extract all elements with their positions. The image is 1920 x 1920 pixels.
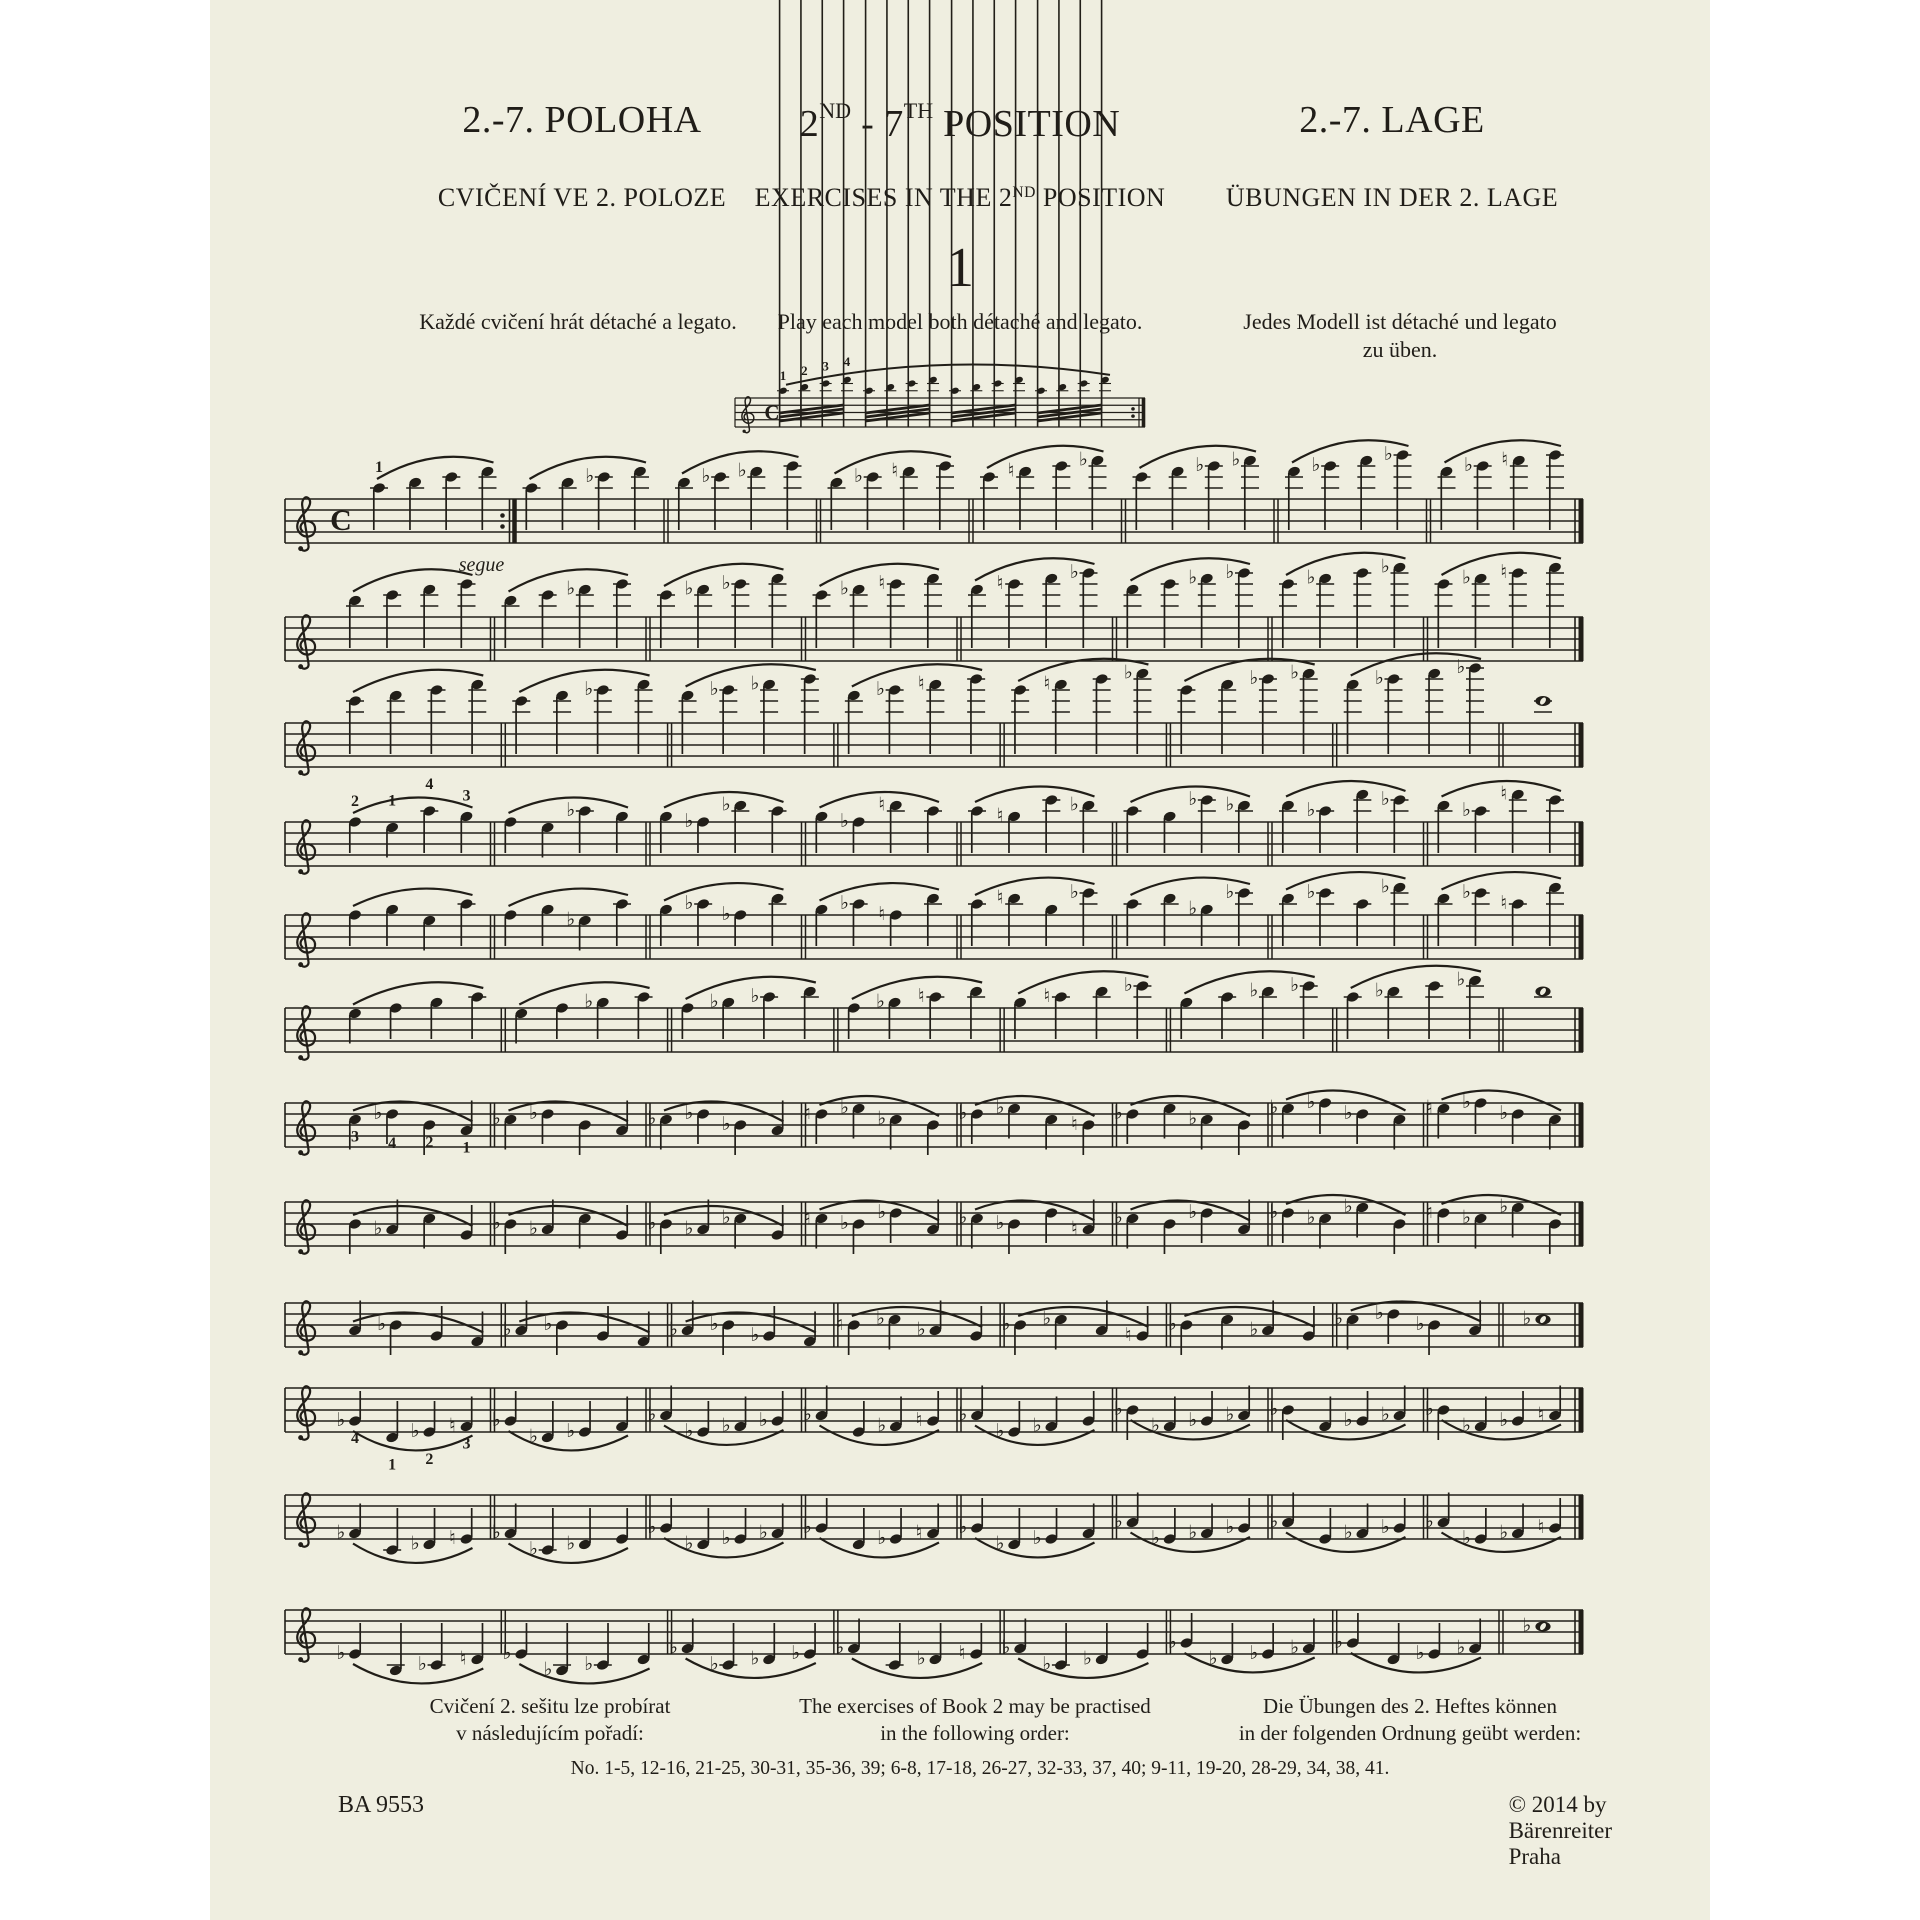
svg-text:♭: ♭ <box>1462 1414 1472 1437</box>
svg-text:♭: ♭ <box>418 1653 428 1675</box>
svg-text:♭: ♭ <box>1114 1510 1123 1533</box>
svg-text:♭: ♭ <box>1456 968 1466 991</box>
svg-text:♭: ♭ <box>502 1318 512 1341</box>
staff-12 <box>285 1608 1583 1683</box>
title-czech: 2.-7. POLOHA <box>462 99 702 141</box>
svg-text:♭: ♭ <box>1249 667 1259 689</box>
svg-text:♭: ♭ <box>1042 1653 1052 1675</box>
svg-text:♭: ♭ <box>709 990 719 1013</box>
svg-text:♭: ♭ <box>737 459 747 482</box>
svg-text:♮: ♮ <box>836 1313 844 1335</box>
svg-text:♭: ♭ <box>854 465 864 487</box>
svg-text:♭: ♭ <box>1374 979 1384 1002</box>
svg-text:♭: ♭ <box>1456 656 1466 678</box>
svg-text:♭: ♭ <box>647 1212 657 1234</box>
svg-text:♭: ♭ <box>566 1532 576 1555</box>
svg-text:♭: ♭ <box>1462 881 1472 903</box>
svg-text:♭: ♭ <box>1114 1102 1123 1124</box>
svg-text:♭: ♭ <box>1425 1510 1434 1533</box>
svg-text:♭: ♭ <box>566 799 576 821</box>
svg-text:♭: ♭ <box>1123 661 1133 684</box>
svg-text:♭: ♭ <box>566 908 576 931</box>
svg-text:♮: ♮ <box>996 572 1004 594</box>
footer-note-german: Die Übungen des 2. Heftes können in der folgenden Ordnung geübt werden: <box>1238 1694 1582 1745</box>
svg-text:♭: ♭ <box>995 1096 1005 1119</box>
svg-text:♭: ♭ <box>1462 1527 1472 1549</box>
svg-text:♭: ♭ <box>750 985 760 1007</box>
svg-text:♭: ♭ <box>759 1521 768 1544</box>
staff-9 <box>285 1301 1583 1356</box>
svg-text:4: 4 <box>351 1430 359 1447</box>
svg-text:♭: ♭ <box>1462 566 1472 589</box>
svg-text:♭: ♭ <box>1381 788 1390 810</box>
svg-text:♭: ♭ <box>721 1414 731 1437</box>
svg-text:♭: ♭ <box>566 577 576 600</box>
svg-text:♭: ♭ <box>995 1420 1005 1442</box>
subtitle-german: ÜBUNGEN IN DER 2. LAGE <box>1225 183 1559 212</box>
svg-text:♭: ♭ <box>373 1102 383 1124</box>
svg-text:♭: ♭ <box>1032 1414 1042 1437</box>
svg-text:♮: ♮ <box>1071 1113 1078 1135</box>
svg-text:♭: ♭ <box>877 1201 887 1223</box>
svg-text:♭: ♭ <box>336 1521 346 1544</box>
svg-text:♭: ♭ <box>1249 979 1259 1002</box>
svg-text:♭: ♭ <box>1079 448 1088 471</box>
svg-text:♭: ♭ <box>684 577 694 600</box>
svg-text:♭: ♭ <box>1374 1302 1384 1324</box>
svg-text:♭: ♭ <box>1188 788 1198 810</box>
svg-text:♭: ♭ <box>1374 667 1384 689</box>
svg-text:♭: ♭ <box>1381 555 1390 578</box>
svg-text:♮: ♮ <box>1007 459 1015 482</box>
svg-text:♮: ♮ <box>915 1521 923 1544</box>
subtitle-czech: CVIČENÍ VE 2. POLOZE <box>437 183 727 212</box>
svg-text:♭: ♭ <box>709 678 719 700</box>
svg-text:♮: ♮ <box>1500 561 1508 583</box>
svg-text:♭: ♭ <box>1464 454 1474 476</box>
svg-text:♭: ♭ <box>840 1096 850 1119</box>
svg-text:♭: ♭ <box>1381 1516 1390 1538</box>
svg-text:♮: ♮ <box>459 1647 467 1670</box>
svg-text:♭: ♭ <box>1381 875 1390 898</box>
svg-text:♭: ♭ <box>709 1653 719 1675</box>
svg-text:♭: ♭ <box>585 465 595 487</box>
svg-text:♭: ♭ <box>1188 1521 1198 1544</box>
svg-text:♭: ♭ <box>803 1516 812 1538</box>
svg-text:♭: ♭ <box>529 1538 539 1560</box>
svg-text:♭: ♭ <box>1188 1107 1198 1130</box>
svg-text:4: 4 <box>843 353 851 369</box>
svg-text:♭: ♭ <box>876 678 886 700</box>
svg-text:♭: ♭ <box>1290 661 1300 684</box>
svg-text:♭: ♭ <box>336 1409 346 1431</box>
svg-text:♭: ♭ <box>995 1532 1005 1555</box>
svg-text:♭: ♭ <box>721 572 731 594</box>
staff-10 <box>285 1386 1583 1474</box>
svg-text:♭: ♭ <box>1151 1414 1161 1437</box>
svg-text:♭: ♭ <box>529 1102 539 1124</box>
svg-text:3: 3 <box>822 358 829 374</box>
svg-text:♭: ♭ <box>1032 1527 1042 1549</box>
svg-text:♭: ♭ <box>336 1642 346 1664</box>
svg-text:♭: ♭ <box>1070 793 1079 816</box>
svg-text:♭: ♭ <box>721 1113 731 1135</box>
svg-text:♮: ♮ <box>804 1102 811 1124</box>
svg-text:♮: ♮ <box>917 672 925 695</box>
svg-text:♭: ♭ <box>840 810 850 832</box>
svg-text:♭: ♭ <box>1225 793 1235 816</box>
svg-text:♭: ♭ <box>1167 1631 1177 1653</box>
svg-text:♭: ♭ <box>1070 561 1079 583</box>
svg-text:♭: ♭ <box>1522 1614 1532 1637</box>
svg-text:♭: ♭ <box>958 1403 968 1426</box>
svg-text:♭: ♭ <box>1001 1313 1011 1335</box>
svg-text:♭: ♭ <box>840 577 850 600</box>
svg-text:♮: ♮ <box>1043 985 1051 1007</box>
svg-text:♭: ♭ <box>1425 1398 1434 1420</box>
svg-text:2: 2 <box>351 793 359 810</box>
copyright-notice: © 2014 by Bärenreiter Praha <box>1508 1792 1612 1869</box>
svg-text:♭: ♭ <box>1151 1527 1161 1549</box>
svg-text:♮: ♮ <box>891 459 899 482</box>
svg-text:♭: ♭ <box>1225 881 1235 903</box>
svg-text:♭: ♭ <box>1070 881 1079 903</box>
svg-text:♮: ♮ <box>1500 782 1508 805</box>
svg-text:♭: ♭ <box>750 1647 760 1670</box>
svg-text:♭: ♭ <box>1269 1510 1279 1533</box>
svg-text:♭: ♭ <box>1290 974 1300 996</box>
svg-text:♮: ♮ <box>996 886 1004 909</box>
svg-text:♭: ♭ <box>803 1403 812 1426</box>
footer-note-english: The exercises of Book 2 may be practised in the following order: <box>799 1694 1151 1745</box>
svg-text:♭: ♭ <box>1114 1398 1123 1420</box>
svg-text:♭: ♭ <box>584 990 594 1013</box>
title-german: 2.-7. LAGE <box>1299 99 1485 141</box>
svg-text:♭: ♭ <box>1522 1307 1532 1330</box>
svg-text:♮: ♮ <box>915 1409 923 1431</box>
svg-text:♭: ♭ <box>958 1206 968 1229</box>
svg-text:♭: ♭ <box>721 793 731 816</box>
svg-text:1: 1 <box>375 459 383 476</box>
svg-text:♭: ♭ <box>647 1107 657 1130</box>
svg-text:♭: ♭ <box>529 1425 539 1448</box>
staff-5 <box>285 872 1583 967</box>
svg-text:♭: ♭ <box>1499 1521 1509 1544</box>
svg-text:♭: ♭ <box>529 1217 539 1240</box>
svg-text:♭: ♭ <box>877 1414 887 1437</box>
svg-text:♭: ♭ <box>1269 1398 1279 1420</box>
svg-text:♭: ♭ <box>1499 1409 1509 1431</box>
svg-text:C: C <box>330 504 352 537</box>
svg-text:♭: ♭ <box>669 1636 679 1659</box>
svg-text:♭: ♭ <box>1167 1313 1177 1335</box>
svg-text:♭: ♭ <box>1499 1195 1509 1218</box>
svg-text:♭: ♭ <box>684 1532 694 1555</box>
sheet-music-page <box>210 0 1710 1920</box>
svg-text:♭: ♭ <box>916 1318 926 1341</box>
svg-text:♭: ♭ <box>1188 566 1198 589</box>
svg-text:♭: ♭ <box>1415 1313 1425 1335</box>
svg-text:3: 3 <box>462 1435 471 1453</box>
instruction-german-line2: zu üben. <box>1362 337 1438 362</box>
svg-text:♭: ♭ <box>1225 1403 1235 1426</box>
svg-text:4: 4 <box>425 776 434 793</box>
svg-text:♭: ♭ <box>1306 881 1316 903</box>
svg-text:♭: ♭ <box>1343 1409 1353 1431</box>
svg-text:♭: ♭ <box>1462 1206 1472 1229</box>
svg-text:♭: ♭ <box>669 1318 679 1341</box>
music-notation <box>210 0 1710 1920</box>
staff-8 <box>285 1195 1583 1254</box>
svg-text:♭: ♭ <box>584 678 594 700</box>
svg-text:1: 1 <box>462 1139 471 1157</box>
svg-text:♭: ♭ <box>1225 1516 1235 1538</box>
svg-text:♮: ♮ <box>1125 1324 1132 1346</box>
staff-3 <box>285 653 1583 775</box>
svg-text:1: 1 <box>388 792 397 810</box>
svg-text:♭: ♭ <box>1334 1307 1344 1330</box>
svg-text:♭: ♭ <box>1001 1636 1011 1659</box>
svg-text:♭: ♭ <box>584 1653 594 1675</box>
svg-text:3: 3 <box>351 1128 359 1146</box>
svg-text:♭: ♭ <box>373 1217 383 1240</box>
svg-text:♭: ♭ <box>701 465 711 487</box>
svg-text:♭: ♭ <box>877 1107 887 1130</box>
staff-6 <box>285 966 1583 1060</box>
svg-text:1: 1 <box>779 367 787 383</box>
svg-text:♭: ♭ <box>543 1313 553 1335</box>
svg-text:♮: ♮ <box>1426 1201 1433 1223</box>
staff-11 <box>285 1493 1583 1563</box>
svg-text:♭: ♭ <box>684 1420 694 1442</box>
svg-text:♭: ♭ <box>566 1420 576 1442</box>
svg-text:♭: ♭ <box>1384 443 1393 465</box>
svg-text:♭: ♭ <box>876 990 886 1013</box>
staff-4 <box>285 776 1583 874</box>
svg-text:♭: ♭ <box>1415 1642 1425 1664</box>
svg-text:♮: ♮ <box>878 903 886 925</box>
svg-text:♭: ♭ <box>1123 974 1133 996</box>
svg-text:♭: ♭ <box>543 1658 553 1681</box>
svg-text:♭: ♭ <box>492 1212 501 1234</box>
svg-text:♭: ♭ <box>840 892 850 914</box>
svg-text:♮: ♮ <box>1071 1217 1078 1240</box>
svg-text:♭: ♭ <box>1225 561 1235 583</box>
svg-text:♭: ♭ <box>1269 1201 1279 1223</box>
exercise-number: 1 <box>946 237 974 299</box>
svg-text:♭: ♭ <box>1269 1096 1279 1119</box>
svg-text:♭: ♭ <box>1290 1636 1300 1659</box>
svg-text:♭: ♭ <box>958 1516 968 1538</box>
svg-text:♭: ♭ <box>1114 1206 1123 1229</box>
svg-text:♭: ♭ <box>995 1212 1005 1234</box>
svg-text:1: 1 <box>388 1456 397 1474</box>
svg-text:♮: ♮ <box>804 1206 811 1229</box>
svg-text:♮: ♮ <box>1537 1516 1545 1538</box>
svg-text:♭: ♭ <box>1499 1102 1509 1124</box>
svg-text:♭: ♭ <box>721 1527 731 1549</box>
svg-text:♮: ♮ <box>958 1642 966 1664</box>
svg-text:♮: ♮ <box>1501 448 1509 471</box>
svg-text:♮: ♮ <box>917 985 925 1007</box>
svg-text:♭: ♭ <box>721 1206 731 1229</box>
svg-text:♭: ♭ <box>721 903 731 925</box>
svg-text:♮: ♮ <box>1426 1096 1433 1119</box>
svg-text:♭: ♭ <box>1381 1403 1390 1426</box>
svg-text:♭: ♭ <box>1311 454 1321 476</box>
svg-text:♭: ♭ <box>1042 1307 1052 1330</box>
svg-text:♭: ♭ <box>1249 1642 1259 1664</box>
svg-text:♭: ♭ <box>835 1636 845 1659</box>
svg-text:♭: ♭ <box>840 1212 850 1234</box>
svg-text:♭: ♭ <box>1188 1201 1198 1223</box>
svg-text:♭: ♭ <box>1343 1521 1353 1544</box>
instruction-english: Play each model both détaché and legato. <box>777 309 1143 334</box>
svg-text:♭: ♭ <box>1343 1195 1353 1218</box>
svg-text:♭: ♭ <box>684 810 694 832</box>
svg-text:2: 2 <box>425 1134 434 1151</box>
svg-text:♭: ♭ <box>750 1324 760 1346</box>
svg-text:♭: ♭ <box>492 1521 501 1544</box>
svg-text:♭: ♭ <box>1462 799 1472 821</box>
svg-text:2: 2 <box>425 1451 434 1468</box>
svg-text:♭: ♭ <box>1306 1206 1316 1229</box>
svg-text:♭: ♭ <box>1343 1102 1353 1124</box>
svg-text:♭: ♭ <box>1456 1636 1466 1659</box>
svg-text:♭: ♭ <box>1231 448 1241 471</box>
practice-order: No. 1-5, 12-16, 21-25, 30-31, 35-36, 39; 6-8, 17-18, 26-27, 32-33, 37, 40; 9-11, 19-20, 28-29, 34, 38, 41. <box>570 1758 1390 1779</box>
plate-number: BA 9553 <box>338 1792 425 1818</box>
svg-text:♭: ♭ <box>958 1102 968 1124</box>
instruction-czech: Každé cvičení hrát détaché a legato. <box>419 309 737 334</box>
svg-text:♭: ♭ <box>1188 897 1198 920</box>
svg-text:♭: ♭ <box>492 1409 501 1431</box>
svg-text:♭: ♭ <box>1306 566 1316 589</box>
svg-text:♭: ♭ <box>502 1642 512 1664</box>
instruction-german-line1: Jedes Modell ist détaché und legato <box>1243 309 1557 334</box>
svg-text:♮: ♮ <box>449 1527 456 1549</box>
svg-text:♮: ♮ <box>449 1414 456 1437</box>
svg-text:♮: ♮ <box>1537 1403 1545 1426</box>
svg-text:♮: ♮ <box>1043 672 1051 695</box>
svg-text:♮: ♮ <box>878 793 886 816</box>
svg-text:♮: ♮ <box>878 572 886 594</box>
svg-text:♭: ♭ <box>1208 1647 1218 1670</box>
svg-text:♭: ♭ <box>684 1102 694 1124</box>
svg-text:♭: ♭ <box>759 1409 768 1431</box>
svg-text:♮: ♮ <box>1500 892 1508 914</box>
svg-text:♮: ♮ <box>996 804 1004 827</box>
svg-text:♭: ♭ <box>1306 799 1316 821</box>
svg-text:♭: ♭ <box>492 1107 501 1130</box>
svg-text:♭: ♭ <box>647 1516 657 1538</box>
svg-text:♭: ♭ <box>750 672 760 695</box>
svg-text:♭: ♭ <box>916 1647 926 1670</box>
svg-text:♭: ♭ <box>1249 1318 1259 1341</box>
svg-text:♭: ♭ <box>1188 1409 1198 1431</box>
svg-text:♭: ♭ <box>1195 454 1205 476</box>
svg-text:♭: ♭ <box>684 892 694 914</box>
svg-text:♭: ♭ <box>876 1307 886 1330</box>
svg-text:♭: ♭ <box>1083 1647 1093 1670</box>
subtitle-english: EXERCISES IN THE 2ND POSITION <box>754 183 1166 212</box>
svg-text:segue: segue <box>458 554 505 576</box>
svg-text:♭: ♭ <box>377 1313 387 1335</box>
svg-text:♭: ♭ <box>410 1420 420 1442</box>
title-english: 2ND - 7TH POSITION <box>799 98 1121 145</box>
svg-text:♭: ♭ <box>1306 1091 1316 1113</box>
svg-text:2: 2 <box>801 363 808 379</box>
svg-text:C: C <box>764 400 780 425</box>
svg-text:♭: ♭ <box>709 1313 719 1335</box>
svg-text:♭: ♭ <box>877 1527 887 1549</box>
svg-text:♭: ♭ <box>410 1532 420 1555</box>
svg-text:3: 3 <box>462 787 471 805</box>
svg-text:♭: ♭ <box>1462 1091 1472 1113</box>
svg-text:♭: ♭ <box>791 1642 801 1664</box>
model-staff <box>735 0 1145 433</box>
svg-text:♭: ♭ <box>647 1403 657 1426</box>
footer-note-czech: Cvičení 2. sešitu lze probírat v následujícím pořadí: <box>429 1694 671 1745</box>
svg-text:♭: ♭ <box>684 1217 694 1240</box>
svg-text:4: 4 <box>388 1135 397 1152</box>
staff-7 <box>285 1090 1583 1156</box>
svg-text:♭: ♭ <box>1334 1631 1344 1653</box>
